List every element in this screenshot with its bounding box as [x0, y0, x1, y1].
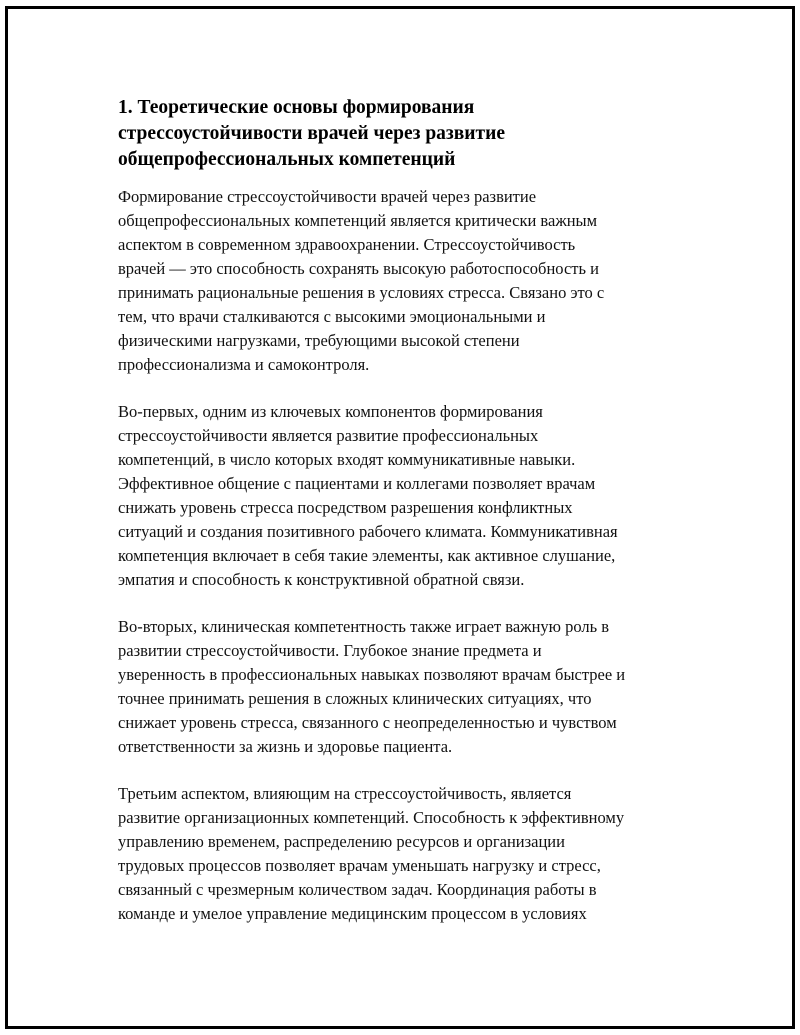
paragraph-3: Во-вторых, клиническая компетентность также играет важную роль в развитии стрессоустойчивости. Глубокое знание предмета и уверенность в профессиональных навыках позволяют врачам быстрее и точнее принимать решения в сложных клинических ситуациях, что снижает уровень стресса, связанного с неопределенностью и чувством ответственности за жизнь и здоровье пациента.: [118, 617, 626, 756]
paragraph-1: Формирование стрессоустойчивости врачей через развитие общепрофессиональных компетенций является критически важным аспектом в современном здравоохранении. Стрессоустойчивость врачей — это способность сохранять высокую работоспособность и принимать рациональные решения в условиях стресса. Связано это с тем, что врачи сталкиваются с высокими эмоциональными и физическими нагрузками, требующими высокой степени профессионализма и самоконтроля.: [118, 187, 605, 374]
paragraph-2: Во-первых, одним из ключевых компонентов формирования стрессоустойчивости является развитие профессиональных компетенций, в число которых входят коммуникативные навыки. Эффективное общение с пациентами и коллегами позволяет врачам снижать уровень стресса посредством разрешения конфликтных ситуаций и создания позитивного рабочего климата. Коммуникативная компетенция включает в себя такие элементы, как активное слушание, эмпатия и способность к конструктивной обратной связи.: [118, 402, 618, 589]
section-heading: 1. Теоретические основы формирования стрессоустойчивости врачей через развитие общепрофессиональных компетенций: [118, 97, 506, 170]
document-body: [118, 95, 698, 949]
paragraph-4: Третьим аспектом, влияющим на стрессоустойчивость, является развитие организационных компетенций. Способность к эффективному управлению временем, распределению ресурсов и организации трудовых процессов позволяет врачам уменьшать нагрузку и стресс, связанный с чрезмерным количеством задач. Координация работы в команде и умелое управление медицинским процессом в условиях: [118, 784, 625, 923]
